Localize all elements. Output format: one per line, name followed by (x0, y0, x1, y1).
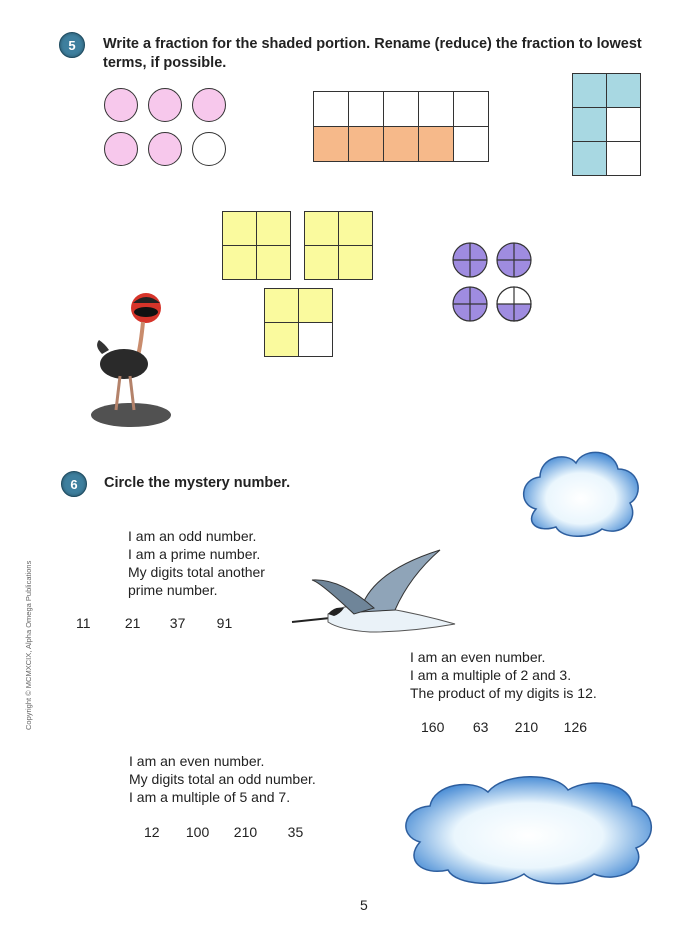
choice-option[interactable]: 35 (287, 824, 304, 840)
grid-cell-shaded (419, 127, 454, 162)
riddle-2 (410, 648, 597, 702)
choice-option[interactable]: 100 (185, 824, 210, 840)
choice-option[interactable]: 160 (421, 719, 445, 735)
riddle-2-line: I am a multiple of 2 and 3. (410, 667, 572, 683)
choice-option[interactable]: 210 (233, 824, 258, 840)
grid-cell (349, 92, 384, 127)
problem-5-number: 5 (68, 37, 76, 53)
riddle-3-choices (144, 824, 303, 840)
yellow-square (304, 211, 373, 280)
problem-5-instruction (103, 35, 673, 73)
problem-6-badge (61, 471, 87, 497)
choice-option[interactable]: 91 (216, 615, 233, 631)
riddle-1-line: I am a prime number. (128, 546, 261, 562)
choice-option[interactable]: 210 (514, 719, 539, 735)
riddle-1-choices (76, 615, 232, 631)
yellow-square (264, 288, 333, 357)
choice-option[interactable]: 37 (169, 615, 186, 631)
shaded-circle (104, 132, 138, 166)
yellow-square (222, 211, 291, 280)
riddle-2-line: The product of my digits is 12. (410, 685, 597, 701)
problem-5-badge (59, 32, 85, 58)
riddle-1-line: I am an odd number. (128, 528, 257, 544)
shaded-circle (104, 88, 138, 122)
grid-cell (454, 127, 489, 162)
unshaded-circle (192, 132, 226, 166)
riddle-3 (129, 752, 316, 806)
grid-cell-shaded (573, 142, 607, 176)
choice-option[interactable]: 11 (76, 615, 91, 631)
purple-circles-figure (450, 240, 540, 330)
problem-6-instruction: Circle the mystery number. (104, 475, 291, 491)
grid-cell (314, 92, 349, 127)
grid-cell-shaded (314, 127, 349, 162)
riddle-1-line: prime number. (128, 582, 218, 598)
grid-cell-shaded (573, 74, 607, 108)
grid-cell-shaded (573, 108, 607, 142)
choice-option[interactable]: 126 (563, 719, 588, 735)
riddle-3-line: I am an even number. (129, 753, 265, 769)
riddle-1 (128, 527, 265, 599)
grid-cell-shaded (384, 127, 419, 162)
grid-cell-shaded (349, 127, 384, 162)
cloud-large-illustration (396, 770, 658, 888)
shaded-circle (148, 88, 182, 122)
choice-option[interactable]: 12 (144, 824, 160, 840)
page-number: 5 (360, 897, 368, 913)
grid-cell (607, 142, 641, 176)
bird-illustration (290, 542, 460, 637)
orange-grid-figure (313, 91, 489, 162)
choice-option[interactable]: 21 (124, 615, 141, 631)
riddle-3-line: I am a multiple of 5 and 7. (129, 789, 291, 805)
grid-cell (607, 108, 641, 142)
grid-cell (454, 92, 489, 127)
riddle-1-line: My digits total another (128, 564, 265, 580)
copyright-text: Copyright © MCMXCIX, Alpha Omega Publications (24, 560, 33, 730)
problem-6-number: 6 (70, 476, 78, 492)
grid-cell (419, 92, 454, 127)
grid-cell-shaded (607, 74, 641, 108)
cloud-small-illustration (518, 443, 646, 541)
teal-grid-figure (572, 73, 641, 176)
shaded-circle (148, 132, 182, 166)
choice-option[interactable]: 63 (472, 719, 489, 735)
grid-cell (384, 92, 419, 127)
riddle-2-choices (421, 719, 587, 735)
instruction-line-2: terms, if possible. (103, 55, 227, 71)
pink-circles-figure (104, 88, 234, 172)
riddle-2-line: I am an even number. (410, 649, 546, 665)
riddle-3-line: My digits total an odd number. (129, 771, 316, 787)
shaded-circle (192, 88, 226, 122)
instruction-line-1: Write a fraction for the shaded portion. Rename (reduce) the fraction to lowest (103, 36, 642, 52)
ostrich-illustration (86, 288, 176, 433)
